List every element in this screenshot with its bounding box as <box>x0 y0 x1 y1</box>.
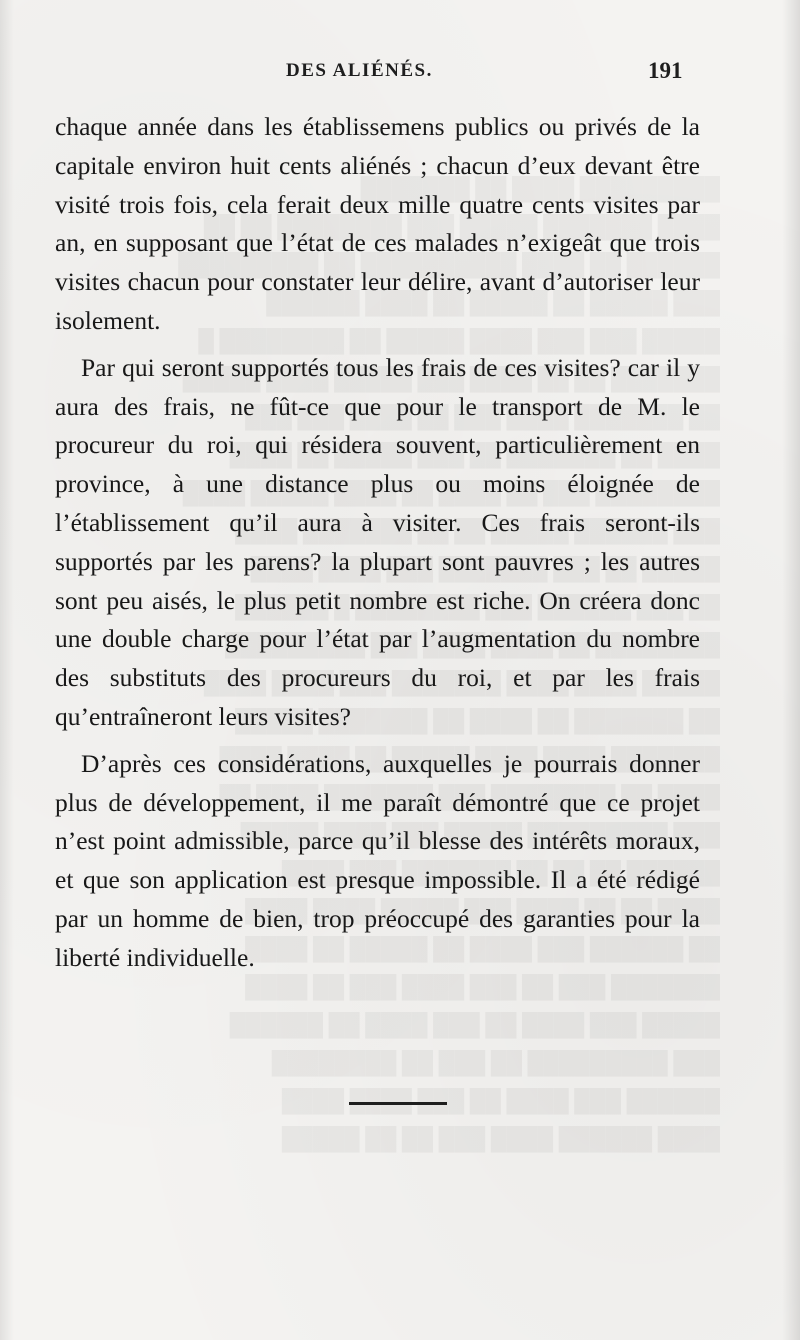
page-gutter-shadow <box>0 0 14 1340</box>
running-head: DES ALIÉNÉS. <box>286 60 433 81</box>
page-number: 191 <box>648 58 683 83</box>
body-text <box>55 108 700 978</box>
paragraph-3: D’après ces considérations, auxquelles je pourrais donner plus de développement, il me paraît démontré que ce projet n’est point admissible, parce qu’il blesse des intérêts moraux, et que son application est presque impossible. Il a été rédigé par un homme de bien, trop préoccupé des garanties pour la liberté individuelle. <box>55 748 700 972</box>
paragraph-1: chaque année dans les établissemens publics ou privés de la capitale environ huit cents aliénés ; chacun d’eux devant être visité trois fois, cela ferait deux mille quatre cents visites par an, en supposant que l’état de ces malades n’exigeât que trois visites chacun pour constater leur délire, avant d’autoriser leur isolement. <box>55 112 700 335</box>
section-divider-rule <box>349 1102 447 1105</box>
page-edge-shadow <box>782 0 800 1340</box>
paragraph-2: Par qui seront supportés tous les frais de ces visites? car il y aura des frais, ne fût-ce que pour le transport de M. le procureur du roi, qui résidera souvent, particulièrement en province, à une distance plus ou moins éloignée de l’établissement qu’il aura à visiter. Ces frais seront-ils supportés par les parens? la plupart sont pauvres ; les autres sont peu aisés, le plus petit nombre est riche. On créera donc une double charge pour l’état par l’augmentation du nombre des substituts des procureurs du roi, et par les frais qu’entraîneront leurs visites? <box>55 352 700 731</box>
